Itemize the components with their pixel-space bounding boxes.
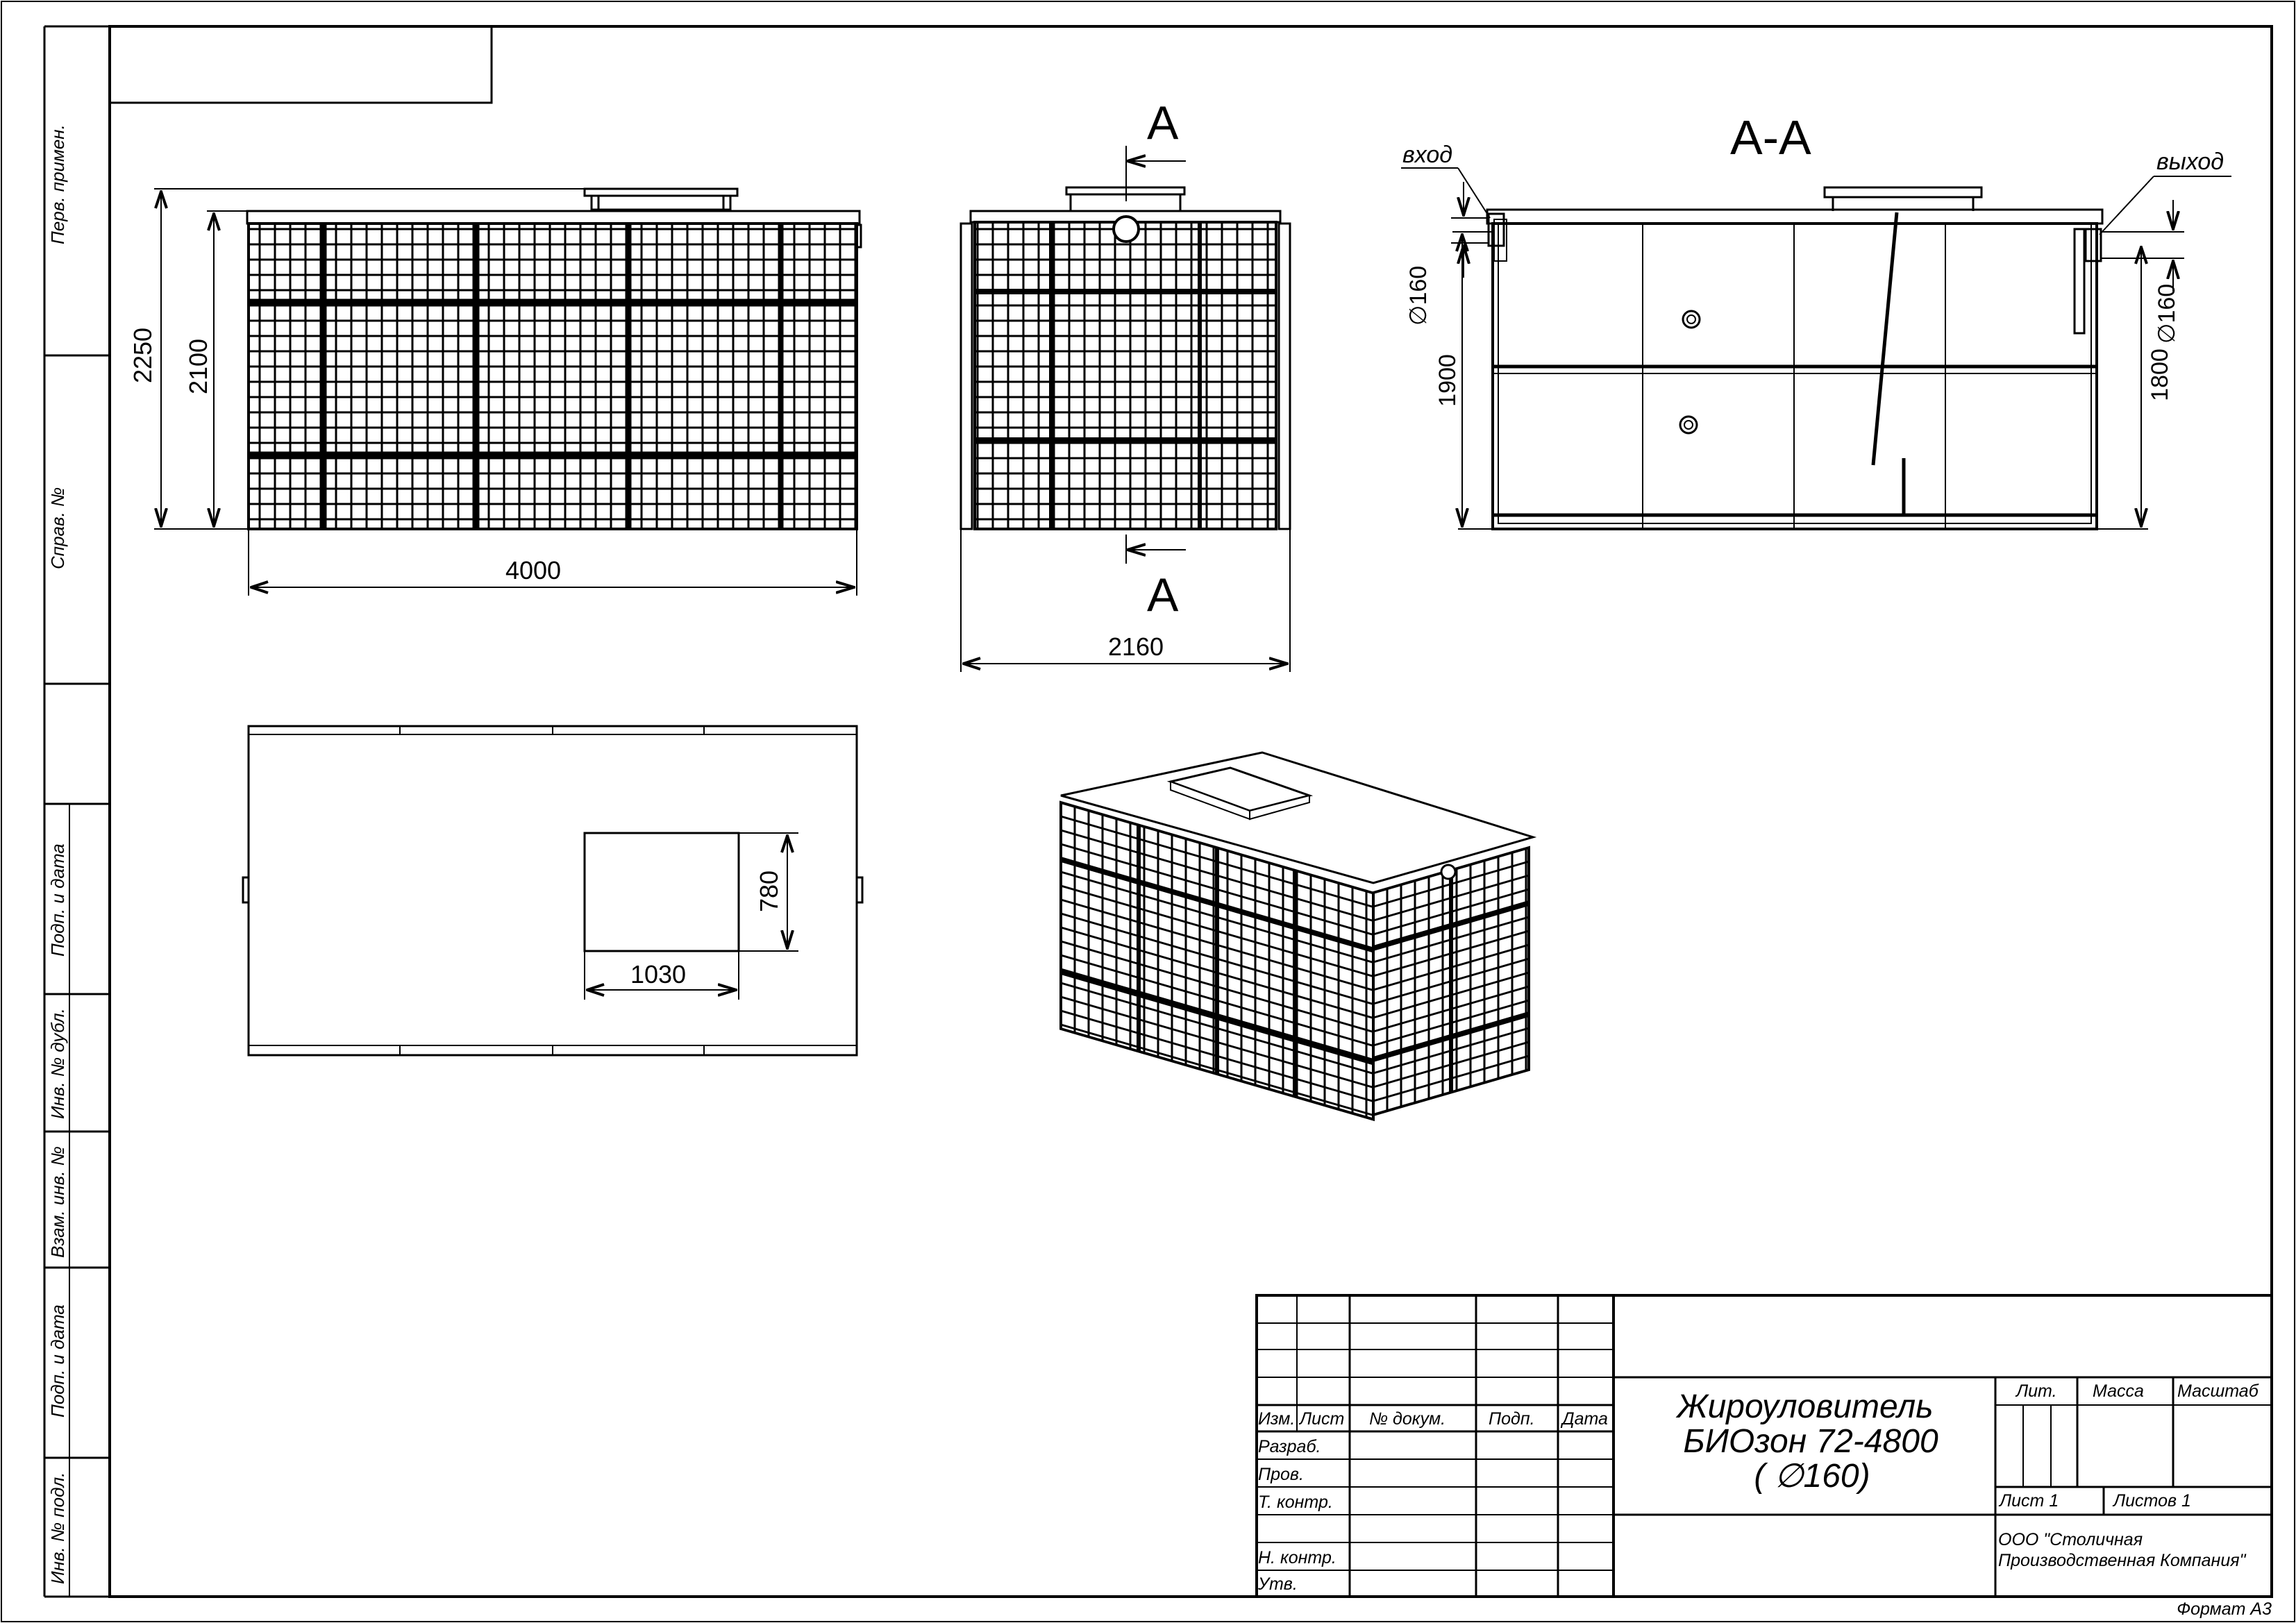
row-n-kontr: Н. контр. — [1258, 1548, 1336, 1567]
outlet-label: выход — [2156, 149, 2224, 175]
col-data: Дата — [1562, 1409, 1608, 1429]
dim-inlet-diameter: ∅160 — [1405, 265, 1432, 326]
title-block — [1257, 1295, 2272, 1597]
company-line2: Производственная Компания" — [1998, 1551, 2246, 1570]
sheet-label: Лист 1 — [2000, 1491, 2059, 1511]
dim-outlet-height: 1800 — [2147, 348, 2173, 401]
inlet-label: вход — [1402, 142, 1453, 168]
product-name-line3: ( ∅160) — [1754, 1458, 1870, 1495]
top-hatch — [585, 833, 739, 951]
massa-label: Масса — [2093, 1381, 2144, 1401]
product-name-line1: Жироуловитель — [1677, 1388, 1934, 1425]
stamp-podp-data-2: Подп. и дата — [47, 1304, 68, 1418]
dim-front-height-body: 2100 — [184, 338, 212, 395]
section-mark-top: А — [1147, 96, 1179, 149]
masshtab-label: Масштаб — [2177, 1381, 2259, 1401]
side-stamps — [47, 124, 68, 1584]
format-label: Формат А3 — [2177, 1599, 2272, 1619]
stamp-inv-dubl: Инв. № дубл. — [47, 1008, 68, 1119]
col-podp: Подп. — [1489, 1409, 1535, 1429]
col-izm: Изм. — [1258, 1409, 1296, 1429]
dim-front-length: 4000 — [505, 556, 562, 585]
product-name-line2: БИОзон 72-4800 — [1683, 1423, 1938, 1460]
dim-outlet-diameter: ∅160 — [2154, 283, 2180, 344]
section-view — [1401, 110, 2231, 529]
row-utv: Утв. — [1258, 1574, 1298, 1594]
end-body-grid — [975, 222, 1276, 529]
dim-hatch-width: 1030 — [630, 960, 687, 989]
front-body-grid — [249, 224, 857, 529]
top-view — [243, 726, 862, 1055]
dim-hatch-depth: 780 — [755, 870, 783, 913]
stamp-vzam-inv: Взам. инв. № — [47, 1146, 68, 1258]
row-prov: Пров. — [1258, 1465, 1304, 1484]
section-mark-bottom: А — [1147, 569, 1179, 621]
company-line1: ООО "Столичная — [1998, 1530, 2143, 1549]
end-view — [961, 96, 1290, 672]
front-view — [128, 189, 861, 596]
front-lid — [247, 211, 860, 224]
stamp-sprav-no: Справ. № — [47, 487, 68, 569]
stamp-inv-podl: Инв. № подл. — [47, 1472, 68, 1584]
row-t-kontr: Т. контр. — [1258, 1492, 1333, 1512]
lit-label: Лит. — [2016, 1381, 2057, 1401]
sheets-label: Листов 1 — [2113, 1491, 2191, 1511]
inlet-pipe-circle — [1114, 217, 1139, 242]
col-doc-no: № докум. — [1369, 1409, 1446, 1429]
section-title: А-А — [1730, 110, 1811, 165]
dim-front-height-total: 2250 — [128, 327, 157, 384]
dim-end-width: 2160 — [1107, 632, 1164, 661]
stamp-perv-primen: Перв. примен. — [47, 124, 68, 244]
col-list: Лист — [1300, 1409, 1345, 1429]
isometric-view — [1061, 752, 1533, 1120]
stamp-podp-data-1: Подп. и дата — [47, 843, 68, 957]
row-razrab: Разраб. — [1258, 1437, 1321, 1456]
dim-inlet-height: 1900 — [1434, 354, 1461, 407]
